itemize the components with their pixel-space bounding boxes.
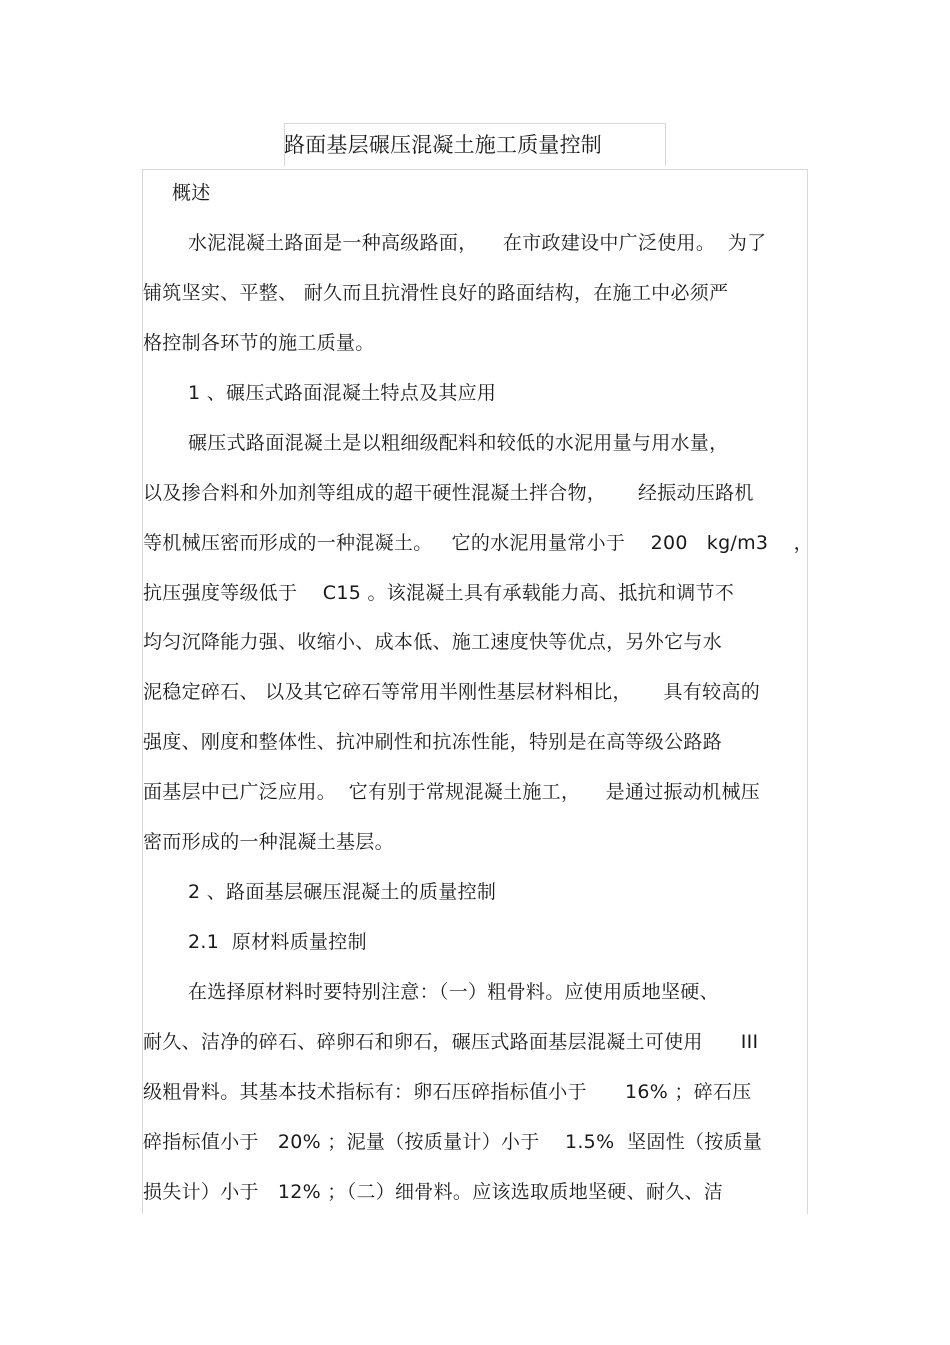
section-heading-1: 1 、碾压式路面混凝土特点及其应用 — [188, 382, 497, 404]
paragraph-line: 格控制各环节的施工质量。 — [143, 332, 375, 354]
paragraph-line: 泥稳定碎石、 以及其它碎石等常用半刚性基层材料相比， 具有较高的 — [143, 681, 761, 703]
paragraph-line: 级粗骨料。其基本技术指标有：卵石压碎指标值小于 16% ；碎石压 — [143, 1081, 752, 1103]
paragraph-line: 水泥混凝土路面是一种高级路面， 在市政建设中广泛使用。 为了 — [188, 232, 767, 254]
paragraph-line: 在选择原材料时要特别注意：（一）粗骨料。应使用质地坚硬、 — [188, 981, 719, 1003]
paragraph-line: 损失计）小于 12% ；（二）细骨料。应该选取质地坚硬、耐久、洁 — [143, 1181, 724, 1203]
subsection-heading-2-1: 2.1 原材料质量控制 — [188, 931, 367, 953]
paragraph-line: 以及掺合料和外加剂等组成的超干硬性混凝土拌合物， 经振动压路机 — [143, 482, 754, 504]
paragraph-line: 铺筑坚实、平整、 耐久而且抗滑性良好的路面结构，在施工中必须严 — [143, 282, 729, 304]
paragraph-line: 碎指标值小于 20% ；泥量（按质量计）小于 1.5% 坚固性（按质量 — [143, 1131, 763, 1153]
paragraph-line: 等机械压密而形成的一种混凝土。 它的水泥用量常小于 200 kg/m3 ， — [143, 532, 813, 554]
section-heading-2: 2 、路面基层碾压混凝土的质量控制 — [188, 881, 497, 903]
paragraph-line: 碾压式路面混凝土是以粗细级配料和较低的水泥用量与用水量， — [188, 432, 729, 454]
paragraph-line: 面基层中已广泛应用。 它有别于常规混凝土施工， 是通过振动机械压 — [143, 781, 761, 803]
paragraph-line: 密而形成的一种混凝土基层。 — [143, 831, 394, 853]
paragraph-line: 耐久、洁净的碎石、碎卵石和卵石，碾压式路面基层混凝土可使用 III — [143, 1031, 759, 1053]
paragraph-line: 强度、刚度和整体性、抗冲刷性和抗冻性能，特别是在高等级公路路 — [143, 731, 723, 753]
section-heading-overview: 概述 — [172, 182, 211, 204]
paragraph-line: 抗压强度等级低于 C15 。该混凝土具有承载能力高、抵抗和调节不 — [143, 582, 735, 604]
paragraph-line: 均匀沉降能力强、收缩小、成本低、施工速度快等优点，另外它与水 — [143, 631, 723, 653]
document-title: 路面基层碾压混凝土施工质量控制 — [284, 133, 602, 157]
